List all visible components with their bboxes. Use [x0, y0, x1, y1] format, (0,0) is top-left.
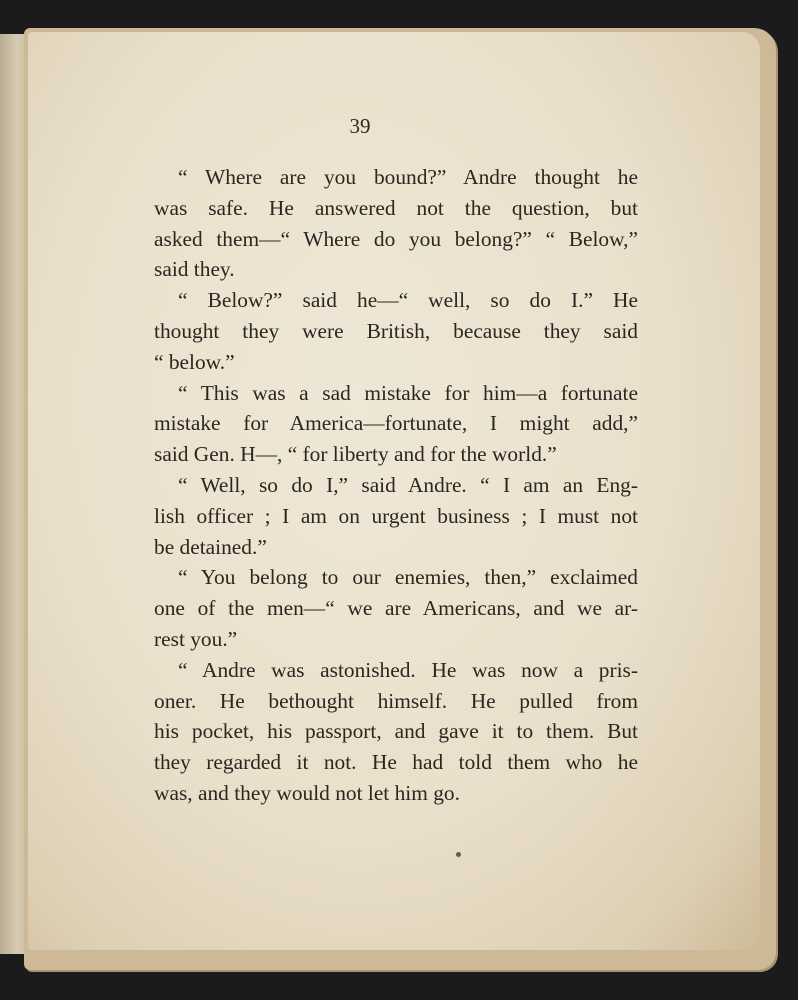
text-line: rest you.” [154, 626, 238, 651]
paragraph [154, 378, 638, 470]
text-line: mistake for America—fortunate, I might add,” [154, 411, 638, 436]
book-page [28, 32, 760, 950]
text-line: “ below.” [154, 349, 235, 374]
text-line: was, and they would not let him go. [154, 780, 460, 805]
paragraph [154, 162, 638, 285]
paragraph [154, 562, 638, 654]
text-line: his pocket, his passport, and gave it to them. But [154, 719, 638, 744]
text-line: lish officer ; I am on urgent business ; I must not [154, 503, 638, 528]
text-line: “ Well, so do I,” said Andre. “ I am an Eng- [178, 472, 638, 497]
text-line: “ Below?” said he—“ well, so do I.” He [178, 288, 638, 313]
text-line: be detained.” [154, 534, 267, 559]
text-line: they regarded it not. He had told them who he [154, 750, 638, 775]
text-line: thought they were British, because they said [154, 318, 638, 343]
text-line: one of the men—“ we are Americans, and we ar- [154, 596, 638, 621]
text-line: oner. He bethought himself. He pulled from [154, 688, 638, 713]
page-text [154, 162, 638, 809]
text-line: asked them—“ Where do you belong?” “ Below,” [154, 226, 638, 251]
ink-speck [456, 852, 461, 857]
text-line: “ This was a sad mistake for him—a fortunate [178, 380, 638, 405]
paragraph [154, 285, 638, 377]
page-number: 39 [349, 114, 371, 138]
text-line: “ Where are you bound?” Andre thought he [178, 165, 638, 189]
text-line: “ Andre was astonished. He was now a pris- [178, 657, 638, 682]
text-line: said Gen. H—, “ for liberty and for the world.” [154, 442, 557, 467]
text-line: said they. [154, 257, 235, 282]
text-line: was safe. He answered not the question, but [154, 195, 638, 220]
paragraph [154, 655, 638, 809]
paragraph [154, 470, 638, 562]
text-line: “ You belong to our enemies, then,” exclaimed [178, 565, 638, 590]
